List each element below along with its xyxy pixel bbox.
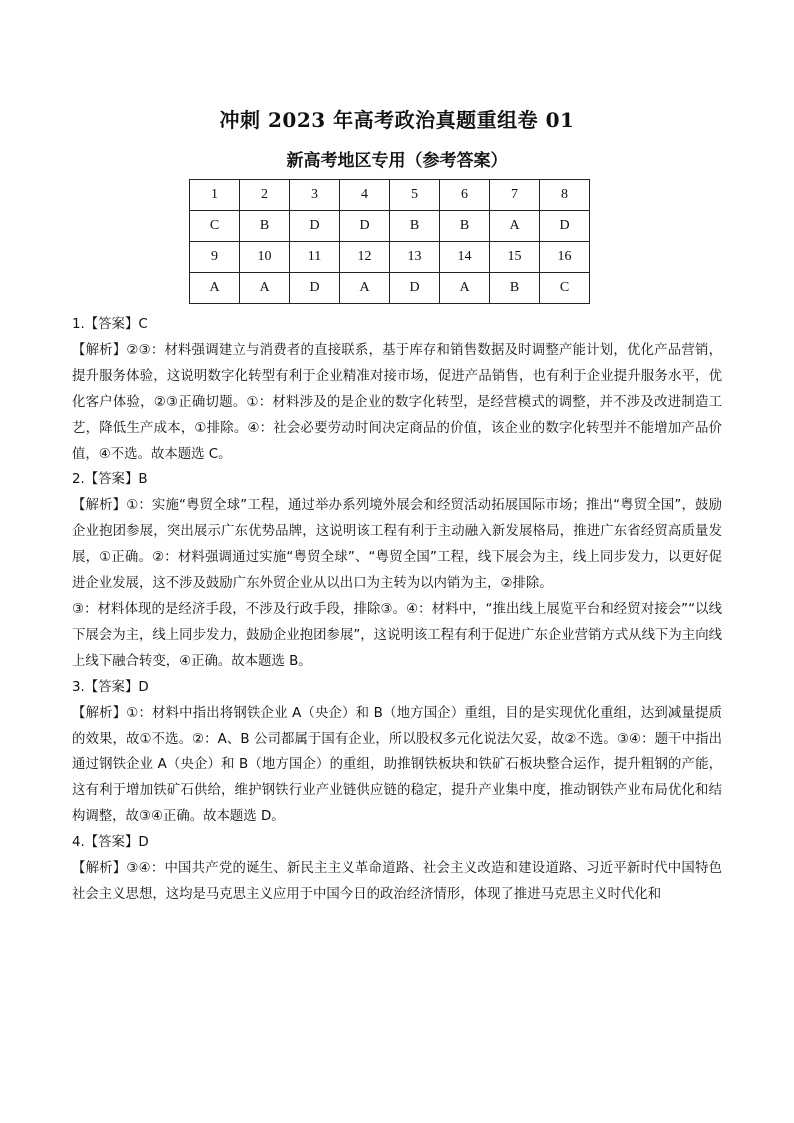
question-number-cell: 12: [340, 242, 390, 273]
question-number-cell: 10: [240, 242, 290, 273]
table-row: [190, 273, 590, 304]
answer-cell: C: [540, 273, 590, 304]
explanation-paragraph: 【解析】③④：中国共产党的诞生、新民主主义革命道路、社会主义改造和建设道路、习近平新时代中国特色社会主义思想，这均是马克思主义应用于中国今日的政治经济情形，体现了推进马克思主义时代化和: [72, 861, 722, 902]
answer-cell: A: [440, 273, 490, 304]
page-subtitle: 新高考地区专用（参考答案）: [286, 151, 508, 171]
table-row: [190, 180, 590, 211]
answer-table: [189, 179, 590, 304]
question-number-cell: 8: [540, 180, 590, 211]
answer-heading: 1.【答案】C: [72, 317, 148, 332]
page-title: 冲刺 2023 年高考政治真题重组卷 01: [219, 108, 575, 132]
table-row: [190, 242, 590, 273]
explanation-paragraph: 【解析】①：实施“粤贸全球”工程，通过举办系列境外展会和经贸活动拓展国际市场；推出“粤贸全国”，鼓励企业抱团参展，突出展示广东优势品牌，这说明该工程有利于主动融入新发展格局，推进广东省经贸高质量发展，①正确。②：材料强调通过实施“粤贸全球”、“粤贸全国”工程，线下展会为主，线上同步发力，以更好促进企业发展，这不涉及鼓励广东外贸企业从以出口为主转为以内销为主，②排除。: [72, 498, 722, 592]
answer-cell: D: [290, 211, 340, 242]
table-row: [190, 211, 590, 242]
question-number-cell: 7: [490, 180, 540, 211]
answer-cell: B: [440, 211, 490, 242]
answer-cell: D: [290, 273, 340, 304]
question-number-cell: 6: [440, 180, 490, 211]
answer-heading: 3.【答案】D: [72, 679, 149, 695]
question-number-cell: 1: [190, 180, 240, 211]
answer-cell: B: [240, 211, 290, 242]
question-number-cell: 13: [390, 242, 440, 273]
answer-cell: A: [240, 273, 290, 304]
answer-cell: C: [190, 211, 240, 242]
answer-heading: 4.【答案】D: [72, 835, 149, 851]
answer-cell: D: [340, 211, 390, 242]
explanation-paragraph: 【解析】②③：材料强调建立与消费者的直接联系，基于库存和销售数据及时调整产能计划，优化产品营销，提升服务体验，这说明数字化转型有利于企业精准对接市场，促进产品销售，也有利于企业提升服务水平，优化客户体验，②③正确切题。①：材料涉及的是企业的数字化转型，是经营模式的调整，并不涉及改进制造工艺，降低生产成本，①排除。④：社会必要劳动时间决定商品的价值，该企业的数字化转型并不能增加产品价值，④不选。故本题选 C。: [72, 342, 722, 462]
explanation-paragraph: ③：材料体现的是经济手段，不涉及行政手段，排除③。④：材料中，“推出线上展览平台和经贸对接会”“以线下展会为主，线上同步发力，鼓励企业抱团参展”，这说明该工程有利于促进广东企业营销方式从线下为主向线上线下融合转变，④正确。故本题选 B。: [72, 601, 722, 669]
explanation-paragraph: 【解析】①：材料中指出将钢铁企业 A（央企）和 B（地方国企）重组，目的是实现优化重组，达到减量提质的效果，故①不选。②：A、B 公司都属于国有企业，所以股权多元化说法欠妥，故②不选。③④：题干中指出通过钢铁企业 A（央企）和 B（地方国企）的重组，助推钢铁板块和铁矿石板块整合运作，提升粗钢的产能，这有利于增加铁矿石供给，维护钢铁行业产业链供应链的稳定，提升产业集中度，推动钢铁产业布局优化和结构调整，故③④正确。故本题选 D。: [72, 705, 722, 825]
answer-cell: A: [490, 211, 540, 242]
question-number-cell: 4: [340, 180, 390, 211]
question-number-cell: 14: [440, 242, 490, 273]
answer-cell: B: [490, 273, 540, 304]
question-number-cell: 3: [290, 180, 340, 211]
answer-heading: 2.【答案】B: [72, 472, 148, 488]
question-number-cell: 16: [540, 242, 590, 273]
question-number-cell: 15: [490, 242, 540, 273]
question-number-cell: 2: [240, 180, 290, 211]
answer-cell: B: [390, 211, 440, 242]
question-number-cell: 9: [190, 242, 240, 273]
question-number-cell: 5: [390, 180, 440, 211]
answer-cell: A: [340, 273, 390, 304]
answer-cell: D: [540, 211, 590, 242]
answer-cell: D: [390, 273, 440, 304]
answer-cell: A: [190, 273, 240, 304]
explanations: [72, 312, 722, 908]
question-number-cell: 11: [290, 242, 340, 273]
